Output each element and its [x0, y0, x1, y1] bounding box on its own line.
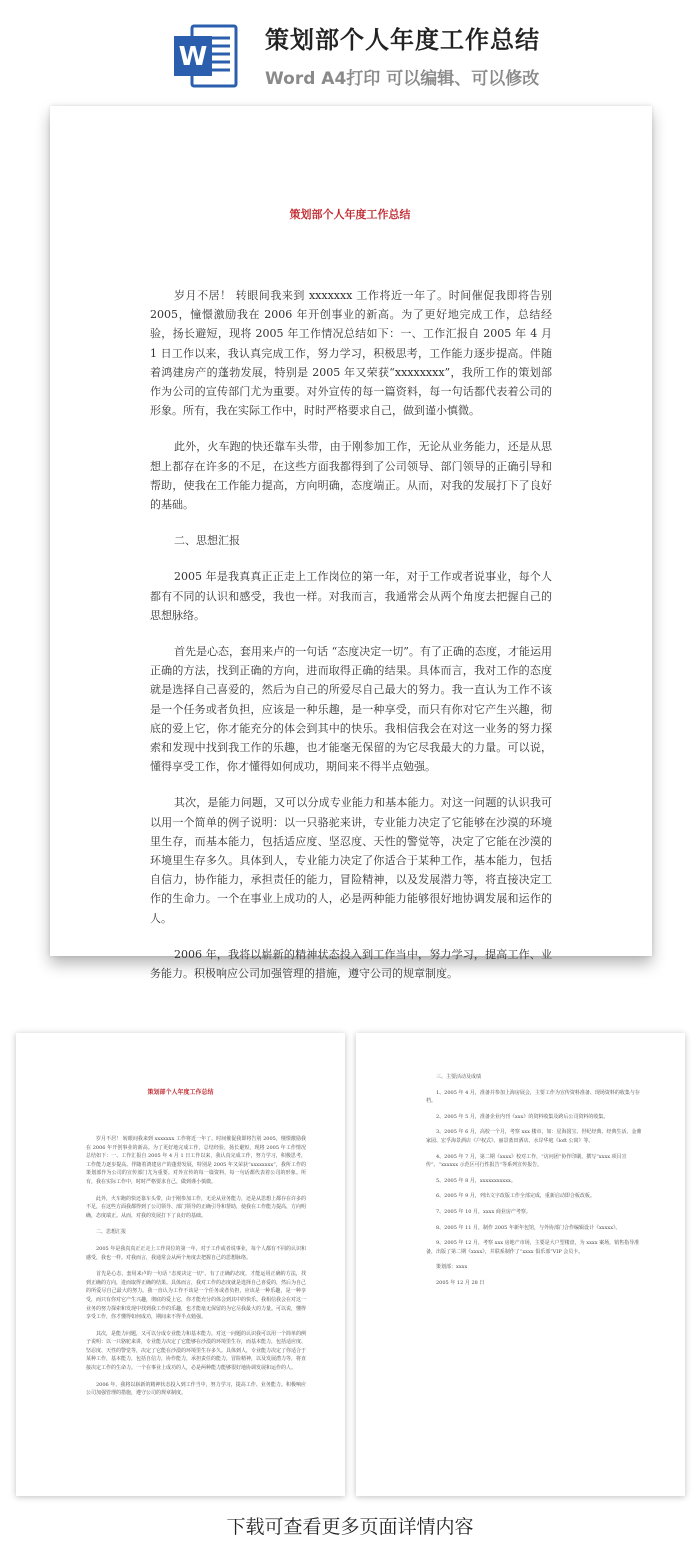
thumbnail-paragraph: 其次，是能力问题，又可以分成专业能力和基本能力。对这一问题的认识我可以用一个简单的例子说明：以一只骆驼来讲，专业能力决定了它能够在沙漠的环境里生存，而基本能力，包括适应度、坚忍度、天性的警觉等，决定了它能在沙漠的环境里生存多久。具体到人，专业能力决定了你适合于某种工作，基本能力，包括自信力，协作能力，承担责任的能力，冒险精神，以及发展潜力等，将直接决定工作的生命力。一个在事业上成功的人，必是两种能力能够很好地协调发展和运作的人。: [86, 1330, 307, 1372]
thumbnail-paragraph: 岁月不居！ 转眼间我来到 xxxxxxx 工作将近一年了。时间催促我即将告别 2005，憧憬激励我在 2006 年开创事业的新高。为了更好地完成工作，总结经验，扬长避短，现将 2005 年工作情况总结如下：一、工作汇报自 2005 年 4 月 1 日工作以来，我认真完成工作，努力学习，积极思考，工作能力逐步提高。伴随着鸿建房产的蓬勃发展，特别是 2005 年又荣获“xxxxxxxx”，我所工作的策划部作为公司的宣传部门尤为重要。对外宣传的每一篇资料，每一句话都代表着公司的形象。所有，我在实际工作中，时时严格要求自己，做到谨小慎微。: [86, 1136, 306, 1185]
thumbnail-line: 8、2005 年 11 月，制作 2005 年新年包馆，与外协部门合作编辑设计《xxxxx》。: [436, 1224, 621, 1231]
thumbnail-line: 策划部：xxxx: [436, 1264, 468, 1271]
thumbnail-paragraph: 此外，火车跑的快还靠车头带，由于刚参加工作，无论从业务能力，还是从思想上都存在许多的不足，在这些方面我都得到了公司领导、部门领导的正确引导和帮助，使我在工作能力提高，方向明确，态度端正。从而，对我的发展打下了良好的基础。: [86, 1195, 307, 1219]
page-thumbnail-2[interactable]: [356, 1033, 685, 1496]
thumbnail-line: 2005 年 12 月 28 日: [436, 1279, 485, 1286]
header-title: 策划部个人年度工作总结: [265, 26, 540, 54]
download-more-text[interactable]: 下载可查看更多页面详情内容: [226, 1516, 474, 1538]
thumbnail-line: 3、2005 年 6 月，高校一个月，考察 xxx 楼市，如：星海国宝、世纪经典、经典生活、金鼎家园、宏孚海景酒店《户权式》、丽景蓝田酒店、水岸华庭《loft 公寓》等。: [426, 1129, 642, 1144]
thumbnail-line: 4、2005 年 7 月，第二期《xxxx》校对工作，“访问团”协作印刷，撰写“xxxx 项目宣传”、“xxxxxx 示范区可行性报告”等系列宣传报告。: [426, 1153, 627, 1169]
thumbnail-line: 三、主要活动及成绩: [436, 1074, 482, 1080]
word-document-icon: [172, 22, 240, 90]
document-paragraph: 2005 年是我真真正正走上工作岗位的第一年，对于工作或者说事业，每个人都有不同的认识和感受，我也一样。对我而言，我通常会从两个角度去把握自己的思想脉络。: [150, 570, 552, 622]
thumbnail-title: 策划部个人年度工作总结: [147, 1089, 214, 1096]
thumbnail-line: 6、2005 年 9 月，列出文字改版工作全部完成，重新启动即合板改板。: [436, 1193, 595, 1200]
document-paragraph: 2006 年，我将以崭新的精神状态投入到工作当中，努力学习，提高工作、业务能力。积极响应公司加强管理的措施，遵守公司的规章制度。: [150, 947, 552, 981]
thumbnail-line: 9、2005 年 12 月，考察 xxx 房地产市场，主要是大户型楼盘，为 xxxx 案场，销售指导准备，出版了第二期《xxxx》，并联系制作了“xxxx 俱乐部”VIP 会员卡。: [426, 1240, 640, 1255]
document-paragraph: 其次，是能力问题，又可以分成专业能力和基本能力。对这一问题的认识我可以用一个简单的例子说明：以一只骆驼来讲，专业能力决定了它能够在沙漠的环境里生存，而基本能力，包括适应度、坚忍度、天性的警觉等，决定了它能在沙漠的环境里生存多久。具体到人，专业能力决定了你适合于某种工作，基本能力，包括自信力，协作能力，承担责任的能力，冒险精神，以及发展潜力等，将直接决定工作的生命力。一个在事业上成功的人，必是两种能力能够很好地协调发展和运作的人。: [150, 796, 552, 925]
thumbnail-paragraph: 2005 年是我真真正正走上工作岗位的第一年，对于工作或者说事业，每个人都有不同的认识和感受，我也一样。对我而言，我通常会从两个角度去把握自己的思想脉络。: [86, 1245, 306, 1261]
header: [0, 0, 700, 100]
thumbnail-line: 5、2005 年 8 月，xxxxxxxxxxx。: [436, 1177, 516, 1184]
thumbnail-line: 1、2005 年 4 月，准备并参加上海房展会，主要工作为宣传资料准备、现场资料的收集与存档。: [426, 1089, 640, 1105]
page-thumbnail-1[interactable]: [16, 1033, 345, 1496]
document-paragraph: 岁月不居！ 转眼间我来到 xxxxxxx 工作将近一年了。时间催促我即将告别 2005，憧憬激励我在 2006 年开创事业的新高。为了更好地完成工作，总结经验，扬长避短，现将 2005 年工作情况总结如下：一、工作汇报自 2005 年 4 月 1 日工作以来，我认真完成工作，努力学习，积极思考，工作能力逐步提高。伴随着鸿建房产的蓬勃发展，特别是 2005 年又荣获“xxxxxxxx”，我所工作的策划部作为公司的宣传部门尤为重要。对外宣传的每一篇资料，每一句话都代表着公司的形象。所有，我在实际工作中，时时严格要求自己，做到谨小慎微。: [150, 289, 552, 418]
header-subtitle: Word A4打印 可以编辑、可以修改: [265, 69, 540, 89]
document-body: [150, 286, 552, 1000]
thumbnail-body: [86, 1135, 306, 1406]
document-title: 策划部个人年度工作总结: [289, 208, 411, 221]
word-icon-letter: W: [178, 42, 208, 72]
thumbnail-line: 7、2005 年 10 月，xxxx 商业房产考察。: [436, 1208, 531, 1215]
document-paragraph: 首先是心态，套用来卢的一句话 “态度决定一切”。有了正确的态度，才能运用正确的方法，找到正确的方向，进而取得正确的结果。具体而言，我对工作的态度就是选择自己喜爱的，然后为自己的所爱尽自己最大的努力。我一直认为工作不该是一个任务或者负担，应该是一种乐趣，是一种享受，而只有你对它产生兴趣，彻底的爱上它，你才能充分的体会到其中的快乐。我相信我会在对这一业务的努力探索和发现中找到我工作的乐趣，也才能毫无保留的为它尽我最大的力量。可以说，懂得享受工作，你才懂得如何成功，期间来不得半点勉强。: [150, 645, 552, 774]
thumbnail-paragraph: 二、思想汇报: [96, 1229, 127, 1236]
thumbnail-body: [426, 1073, 646, 1295]
document-section-heading: 二、思想汇报: [174, 534, 240, 548]
thumbnail-line: 2、2005 年 5 月，准备企业内刊《xxx》的资料收集及跨后公司资料的收集。: [436, 1113, 609, 1120]
thumbnail-paragraph: 首先是心态，套用来卢的一句话 “态度决定一切”。有了正确的态度，才能运用正确的方法，找到正确的方向，进而取得正确的结果。具体而言，我对工作的态度就是选择自己喜爱的，然后为自己的所爱尽自己最大的努力。我一直认为工作不该是一个任务或者负担，应该是一种乐趣，是一种享受，而只有你对它产生兴趣，彻底的爱上它，你才能充分的体会到其中的快乐。我相信我会在对这一业务的努力探索和发现中找到我工作的乐趣，也才能毫无保留的为它尽我最大的力量。可以说，懂得享受工作，你才懂得如何成功，期间来不得半点勉强。: [86, 1271, 307, 1321]
thumbnail-paragraph: 2006 年，我将以崭新的精神状态投入到工作当中，努力学习，提高工作、业务能力。积极响应公司加强管理的措施，遵守公司的规章制度。: [86, 1381, 306, 1397]
document-paragraph: 此外，火车跑的快还靠车头带，由于刚参加工作，无论从业务能力，还是从思想上都存在许多的不足，在这些方面我都得到了公司领导、部门领导的正确引导和帮助，使我在工作能力提高，方向明确，态度端正。从而，对我的发展打下了良好的基础。: [150, 440, 552, 512]
